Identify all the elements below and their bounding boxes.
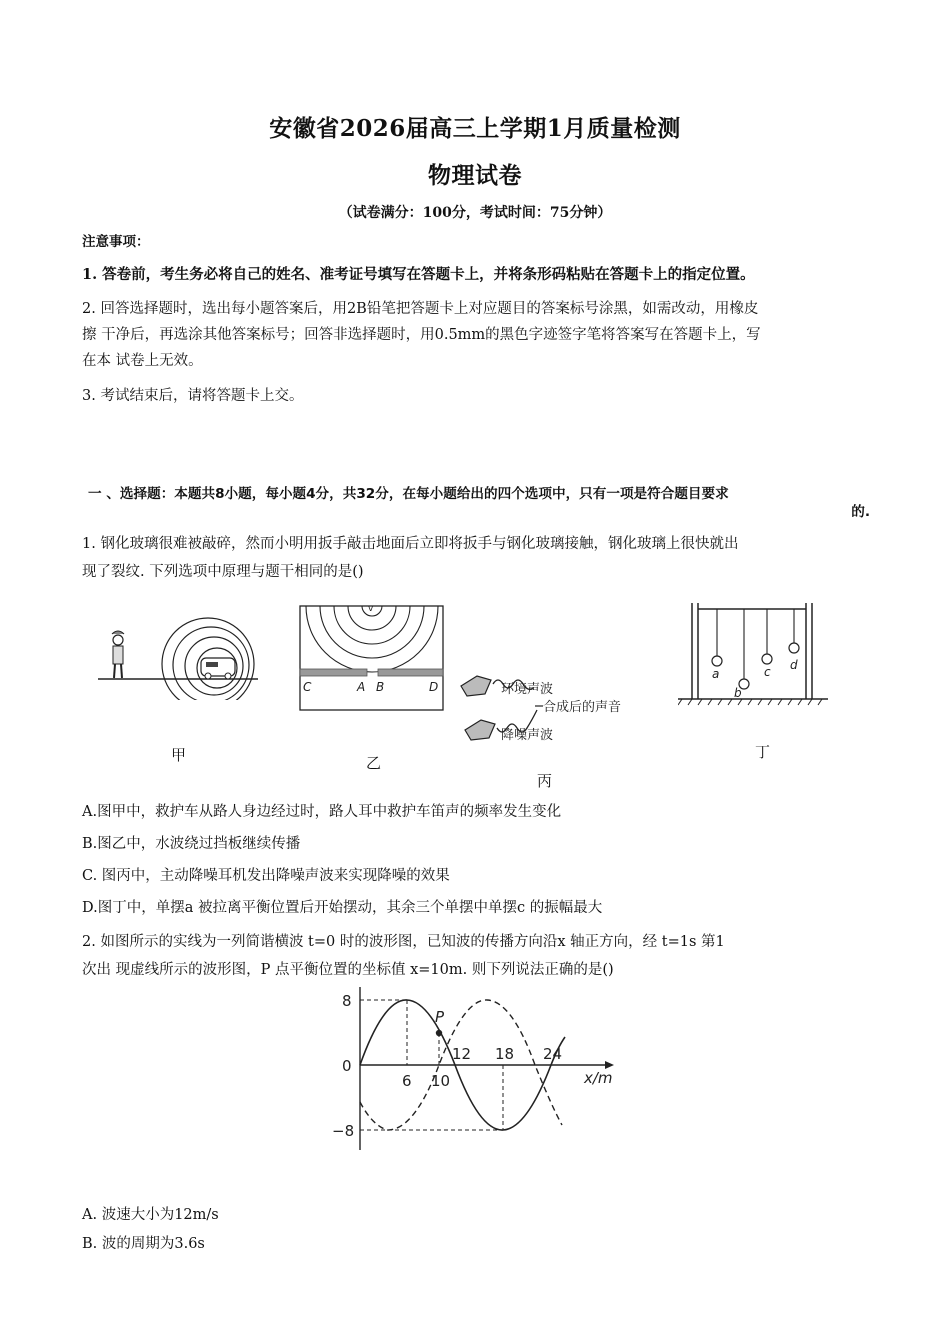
q2-option-b: B. 波的周期为3.6s	[82, 1236, 205, 1252]
figure-ding-label: 丁	[755, 743, 771, 761]
x-tick-24: 24	[543, 1045, 563, 1063]
y-tick-8: 8	[342, 992, 352, 1010]
wave-graph	[322, 985, 622, 1155]
x-axis-label: x/m	[584, 1069, 613, 1087]
page-subtitle: 物理试卷	[428, 162, 522, 189]
svg-text:v: v	[368, 604, 374, 614]
q1-option-d: D.图丁中，单摆a 被拉离平衡位置后开始摆动，其余三个单摆中单摆c 的振幅最大	[82, 900, 603, 916]
q2-option-a: A. 波速大小为12m/s	[82, 1207, 219, 1223]
y-tick-0: 0	[342, 1057, 352, 1075]
notes-heading: 注意事项：	[82, 234, 150, 250]
point-p	[436, 1030, 442, 1036]
note-item-2-line-2: 擦 干净后，再选涂其他答案标号；回答非选择题时，用0.5mm的黑色字迹签字笔将答案写在答题卡上，写	[82, 327, 761, 343]
note-item-1: 1. 答卷前，考生务必将自己的姓名、准考证号填写在答题卡上，并将条形码粘贴在答题卡上的指定位置。	[82, 266, 755, 283]
q1-option-b: B.图乙中，水波绕过挡板继续传播	[82, 836, 301, 852]
figure-yi-label: 乙	[366, 754, 382, 772]
yi-point-d: D	[429, 680, 439, 694]
figure-jia-label: 甲	[171, 746, 187, 764]
q1-stem-line-2: 现了裂纹. 下列选项中原理与题干相同的是()	[82, 564, 364, 580]
ding-label-c: c	[764, 665, 771, 679]
q1-option-c: C. 图丙中，主动降噪耳机发出降噪声波来实现降噪的效果	[82, 868, 450, 884]
x-tick-10: 10	[431, 1072, 451, 1090]
section-1-heading-end: 的.	[851, 504, 870, 520]
exam-info: （试卷满分：100分，考试时间：75分钟）	[338, 205, 612, 221]
page-title: 安徽省2026届高三上学期1月质量检测	[269, 115, 681, 142]
figure-yi-water-waves	[298, 603, 446, 711]
note-item-2-line-3: 在本 试卷上无效。	[82, 353, 203, 369]
bing-ambient-wave-label: 环境声波	[501, 682, 554, 697]
q2-stem-line-1: 2. 如图所示的实线为一列简谐横波 t=0 时的波形图，已知波的传播方向沿x 轴正方向，经 t=1s 第1	[82, 934, 725, 950]
note-item-3: 3. 考试结束后，请将答题卡上交。	[82, 388, 304, 404]
note-item-2-line-1: 2. 回答选择题时，选出每小题答案后，用2B铅笔把答题卡上对应题目的答案标号涂黑，如需改动，用橡皮	[82, 301, 759, 317]
x-tick-6: 6	[402, 1072, 412, 1090]
bing-combined-sound-label: 合成后的声音	[543, 700, 622, 715]
bing-cancel-wave-label: 降噪声波	[501, 728, 554, 743]
yi-point-a: A	[357, 680, 366, 694]
point-p-label: P	[435, 1008, 445, 1026]
figure-jia-ambulance	[98, 610, 268, 700]
q2-stem-line-2: 次出 现虚线所示的波形图，P 点平衡位置的坐标值 x=10m. 则下列说法正确的是()	[82, 962, 614, 978]
yi-point-c: C	[303, 680, 312, 694]
ding-label-a: a	[712, 667, 720, 681]
ding-label-b: b	[734, 686, 742, 700]
y-tick-neg8: −8	[332, 1122, 355, 1140]
q1-stem-line-1: 1. 钢化玻璃很难被敲碎，然而小明用扳手敲击地面后立即将扳手与钢化玻璃接触，钢化玻璃上很快就出	[82, 536, 739, 552]
ding-label-d: d	[790, 658, 798, 672]
q1-option-a: A.图甲中，救护车从路人身边经过时，路人耳中救护车笛声的频率发生变化	[82, 804, 562, 820]
x-tick-12: 12	[452, 1045, 472, 1063]
section-1-heading: 一 、选择题：本题共8小题，每小题4分，共32分，在每小题给出的四个选项中，只有一项是符合题目要求	[88, 486, 729, 502]
figure-bing-noise-cancel	[455, 668, 640, 748]
yi-point-b: B	[376, 680, 385, 694]
figure-bing-label: 丙	[537, 772, 553, 790]
x-tick-18: 18	[495, 1045, 515, 1063]
figure-ding-pendulums	[678, 601, 828, 711]
